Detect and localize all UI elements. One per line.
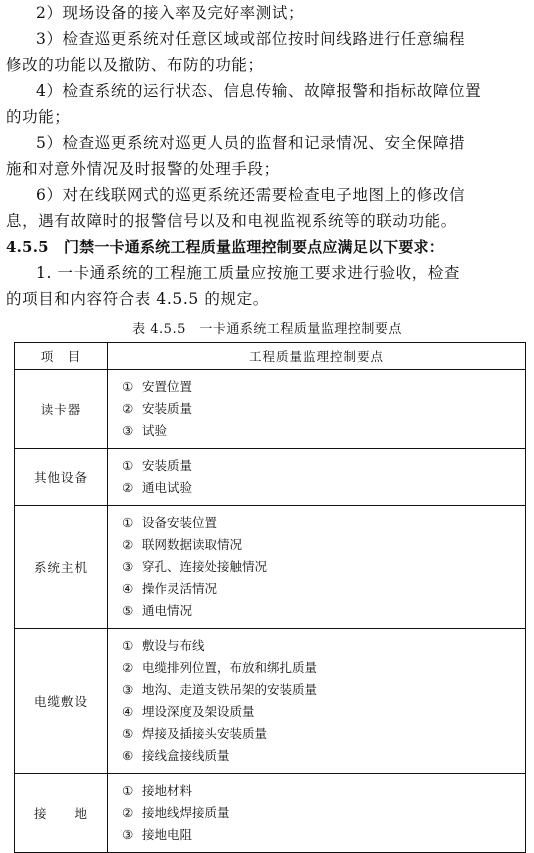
point-number: ① — [122, 458, 134, 473]
point-text: 设备安装位置 — [142, 515, 218, 530]
paragraph-item-6-line-2: 息，遇有故障时的报警信号以及和电视监视系统等的联动功能。 — [6, 212, 457, 230]
list-item — [122, 802, 525, 824]
point-text: 通电试验 — [142, 480, 193, 495]
row-item-cable-laying: 电缆敷设 — [15, 629, 108, 774]
list-item — [122, 578, 525, 600]
point-text: 操作灵活情况 — [142, 581, 218, 596]
point-number: ④ — [122, 581, 134, 596]
point-number: ③ — [122, 423, 134, 438]
table-row — [15, 449, 526, 506]
point-number: ④ — [122, 704, 134, 719]
point-number: ① — [122, 638, 134, 653]
list-item — [122, 824, 525, 846]
row-points-grounding — [108, 774, 526, 853]
point-number: ② — [122, 805, 134, 820]
row-item-card-reader: 读卡器 — [15, 370, 108, 449]
point-number: ② — [122, 480, 134, 495]
list-item — [122, 780, 525, 802]
paragraph-item-3-line-1: 3）检查巡更系统对任意区域或部位按时间线路进行任意编程 — [36, 30, 466, 48]
point-number: ⑥ — [122, 748, 134, 763]
list-item — [122, 455, 525, 477]
row-item-system-host: 系统主机 — [15, 506, 108, 629]
list-item — [122, 534, 525, 556]
point-number: ② — [122, 660, 134, 675]
row-points-card-reader — [108, 370, 526, 449]
table-row — [15, 629, 526, 774]
point-number: ⑤ — [122, 726, 134, 741]
row-points-system-host — [108, 506, 526, 629]
list-item — [122, 701, 525, 723]
section-heading-4-5-5: 4.5.5 门禁一卡通系统工程质量监理控制要点应满足以下要求： — [6, 238, 444, 256]
list-item — [122, 657, 525, 679]
list-item — [122, 600, 525, 622]
list-item — [122, 420, 525, 442]
list-item — [122, 723, 525, 745]
row-item-other-equipment: 其他设备 — [15, 449, 108, 506]
point-text: 安置位置 — [142, 379, 193, 394]
point-number: ① — [122, 379, 134, 394]
point-text: 穿孔、连接处接触情况 — [142, 559, 268, 574]
table-row — [15, 774, 526, 853]
header-points: 工程质量监理控制要点 — [108, 343, 526, 370]
paragraph-item-4-line-1: 4）检查系统的运行状态、信息传输、故障报警和指标故障位置 — [36, 82, 482, 100]
point-number: ③ — [122, 827, 134, 842]
point-text: 通电情况 — [142, 603, 193, 618]
table-header-row — [15, 343, 526, 370]
point-number: ③ — [122, 682, 134, 697]
point-text: 地沟、走道支铁吊架的安装质量 — [142, 682, 318, 697]
row-points-other-equipment — [108, 449, 526, 506]
list-item — [122, 745, 525, 767]
point-text: 焊接及插接头安装质量 — [142, 726, 268, 741]
paragraph-clause-1-line-1: 1. 一卡通系统的工程施工质量应按施工要求进行验收，检查 — [36, 264, 461, 282]
paragraph-item-4-line-2: 的功能； — [6, 108, 71, 126]
point-text: 埋设深度及架设质量 — [142, 704, 255, 719]
point-text: 安装质量 — [142, 401, 193, 416]
point-number: ② — [122, 401, 134, 416]
quality-control-table — [14, 342, 526, 853]
point-text: 试验 — [142, 423, 168, 438]
paragraph-clause-1-line-2: 的项目和内容符合表 4.5.5 的规定。 — [6, 290, 269, 308]
point-number: ③ — [122, 559, 134, 574]
list-item — [122, 398, 525, 420]
table-caption: 表 4.5.5 一卡通系统工程质量监理控制要点 — [132, 322, 402, 337]
paragraph-item-5-line-1: 5）检查巡更系统对巡更人员的监督和记录情况、安全保障措 — [36, 134, 466, 152]
point-text: 敷设与布线 — [142, 638, 205, 653]
header-item: 项 目 — [15, 343, 108, 370]
point-number: ② — [122, 537, 134, 552]
point-text: 安装质量 — [142, 458, 193, 473]
paragraph-item-6-line-1: 6）对在线联网式的巡更系统还需要检查电子地图上的修改信 — [36, 186, 466, 204]
point-number: ⑤ — [122, 603, 134, 618]
row-item-grounding: 接 地 — [15, 774, 108, 853]
table-row — [15, 506, 526, 629]
list-item — [122, 512, 525, 534]
table-row — [15, 370, 526, 449]
list-item — [122, 556, 525, 578]
point-number: ① — [122, 783, 134, 798]
row-points-cable-laying — [108, 629, 526, 774]
paragraph-item-5-line-2: 施和对意外情况及时报警的处理手段； — [6, 160, 280, 178]
point-text: 接地线焊接质量 — [142, 805, 230, 820]
point-number: ① — [122, 515, 134, 530]
list-item — [122, 635, 525, 657]
paragraph-item-3-line-2: 修改的功能以及撤防、布防的功能； — [6, 56, 264, 74]
list-item — [122, 679, 525, 701]
list-item — [122, 477, 525, 499]
paragraph-item-2: 2）现场设备的接入率及完好率测试； — [36, 4, 305, 22]
point-text: 接线盒接线质量 — [142, 748, 230, 763]
point-text: 联网数据读取情况 — [142, 537, 243, 552]
point-text: 电缆排列位置，布放和绑扎质量 — [142, 660, 318, 675]
point-text: 接地材料 — [142, 783, 193, 798]
list-item — [122, 376, 525, 398]
point-text: 接地电阻 — [142, 827, 193, 842]
